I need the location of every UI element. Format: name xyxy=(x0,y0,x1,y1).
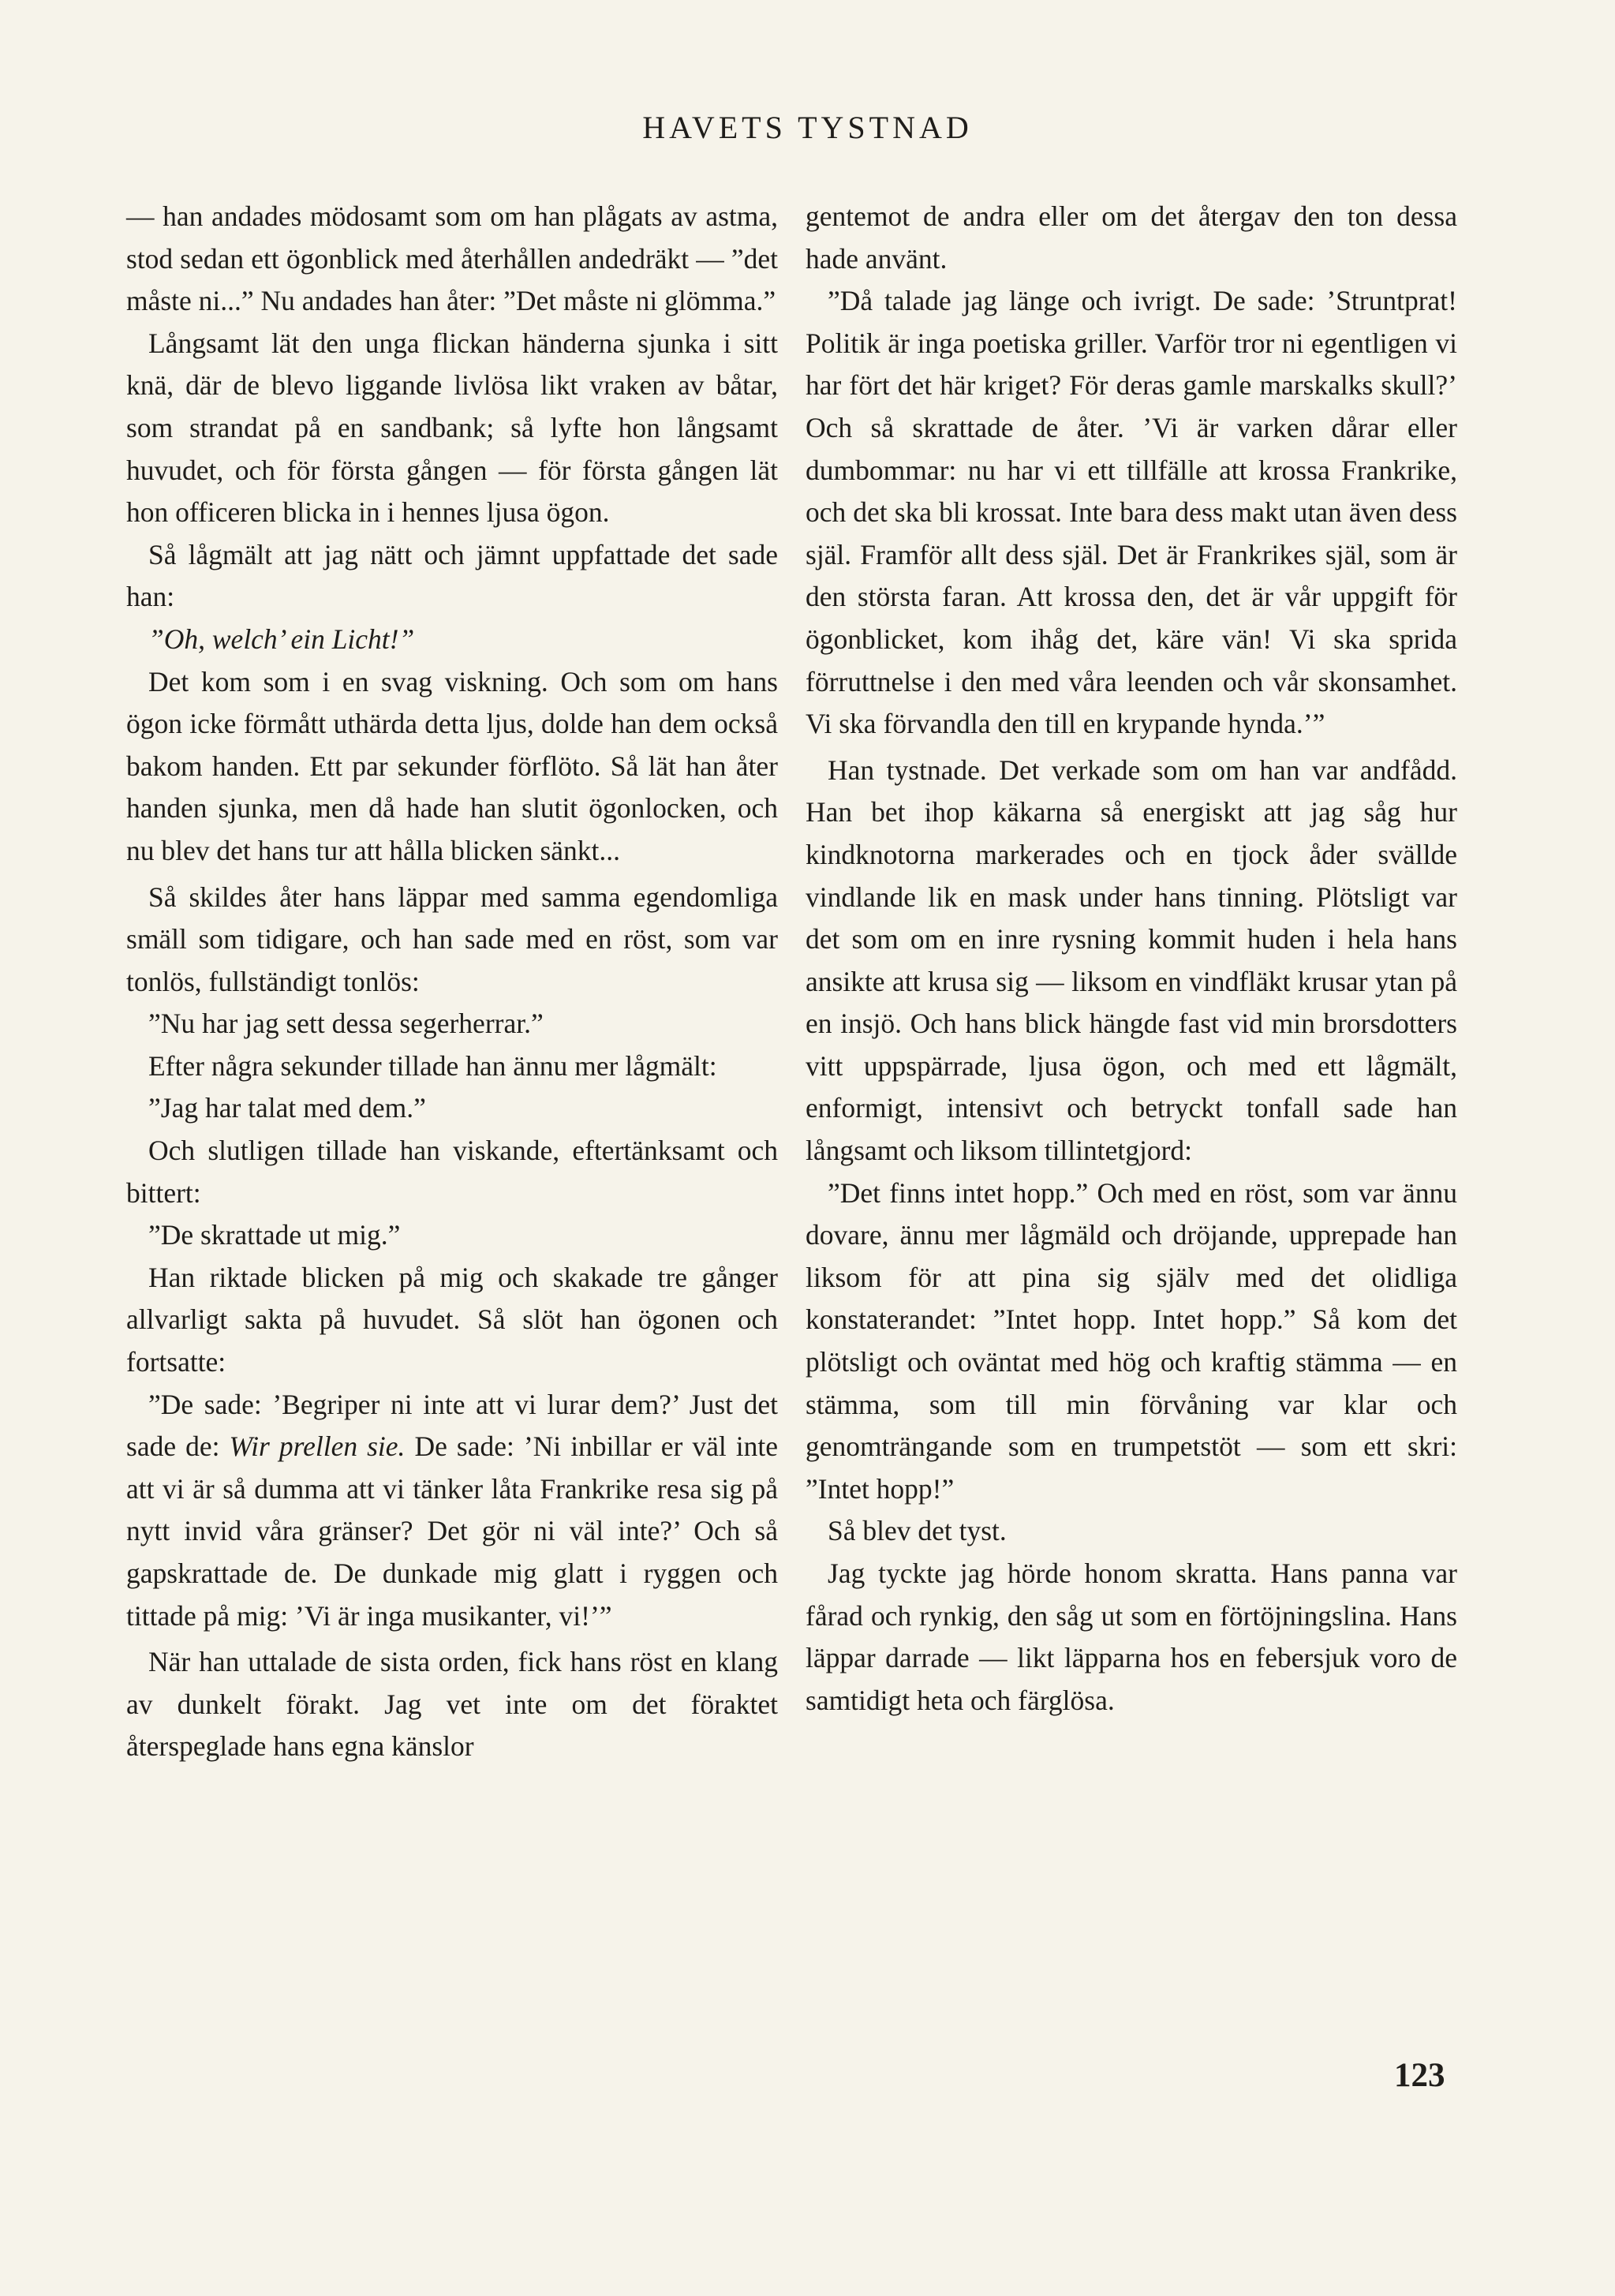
paragraph xyxy=(126,1384,778,1638)
right-column xyxy=(806,196,1457,1722)
text-run: ”De sade: ’Begriper ni inte att vi lurar dem?’ Just det sade de: xyxy=(126,1388,778,1463)
text-run: De sade: ’Ni inbillar er väl inte att vi är så dumma att vi tänker låta Frankrike resa sig på nytt invid våra gränser? Det gör ni väl inte?’ Och så gapskrattade de. De dunkade mig glatt i ryggen och tittade på mig: ’Vi är inga musikanter, vi!’” xyxy=(126,1430,778,1632)
paragraph: ”De skrattade ut mig.” xyxy=(148,1219,401,1251)
italic-quote: ”Oh, welch’ ein Licht!” xyxy=(148,623,415,655)
paragraph: ”Det finns intet hopp.” Och med en röst, som var ännu dovare, ännu mer lågmäld och dröjande, upprepade han liksom för att pina sig själv med det olidliga konstaterandet: ”Intet hopp. Intet hopp.” Så kom det plötsligt och oväntat med hög och kraftig stämma — en stämma, som till min förvåning var klar och genomträngande som en trumpetstöt — som ett skri: ”Intet hopp!” xyxy=(806,1176,1457,1505)
paragraph: Han tystnade. Det verkade som om han var andfådd. Han bet ihop käkarna så energiskt att jag såg hur kindknotorna markerades och en tjock åder svällde vindlande lik en mask under hans tinning. Plötsligt var det som om en inre rysning kommit huden i hela hans ansikte att krusa sig — liksom en vindfläkt krusar ytan på en insjö. Och hans blick hängde fast vid min brorsdotters vitt uppspärrade, ljusa ögon, och med ett lågmält, enformigt, intensivt och betryckt tonfall sade han långsamt och liksom tillintetgjord: xyxy=(806,753,1457,1167)
paragraph: gentemot de andra eller om det återgav den ton dessa hade använt. xyxy=(806,200,1457,275)
paragraph: ”Nu har jag sett dessa segerherrar.” xyxy=(148,1008,544,1040)
paragraph: Långsamt lät den unga flickan händerna sjunka i sitt knä, där de blevo liggande livlösa likt vraken av båtar, som strandat på en sandbank; så lyfte hon långsamt huvudet, och för första gången — för första gången lät hon officeren blicka in i hennes ljusa ögon. xyxy=(126,327,778,529)
paragraph: Han riktade blicken på mig och skakade tre gånger allvarligt sakta på huvudet. Så slöt han ögonen och fortsatte: xyxy=(126,1261,778,1378)
paragraph: ”Jag har talat med dem.” xyxy=(148,1092,426,1124)
paragraph: När han uttalade de sista orden, fick hans röst en klang av dunkelt förakt. Jag vet inte om det föraktet återspeglade hans egna känslor xyxy=(126,1646,778,1763)
page-number: 123 xyxy=(1394,2057,1445,2094)
paragraph: Efter några sekunder tillade han ännu mer lågmält: xyxy=(148,1049,717,1082)
paragraph: Och slutligen tillade han viskande, eftertänksamt och bittert: xyxy=(126,1135,778,1209)
paragraph: Det kom som i en svag viskning. Och som om hans ögon icke förmått uthärda detta ljus, dolde han dem också bakom handen. Ett par sekunder förflöto. Så lät han åter handen sjunka, men då hade han slutit ögonlocken, och nu blev det hans tur att hålla blicken sänkt... xyxy=(126,665,778,866)
running-title: HAVETS TYSTNAD xyxy=(642,110,973,145)
paragraph: Jag tyckte jag hörde honom skratta. Hans panna var fårad och rynkig, den såg ut som en förtöjningslina. Hans läppar darrade — likt läpparna hos en febersjuk voro de samtidigt heta och färglösa. xyxy=(806,1557,1457,1716)
paragraph: ”Då talade jag länge och ivrigt. De sade: ’Struntprat! Politik är inga poetiska griller. Varför tror ni egentligen vi har fört det här kriget? För deras gamle marskalks skull?’ Och så skrattade de åter. ’Vi är varken dårar eller dumbommar: nu har vi ett tillfälle att krossa Frankrike, och det ska bli krossat. Inte bara dess makt utan även dess själ. Framför allt dess själ. Det är Frankrikes själ, som är den största faran. Att krossa den, det är vår uppgift för ögonblicket, kom ihåg det, käre vän! Vi ska sprida förruttnelse i den med våra leenden och vår skonsamhet. Vi ska förvandla den till en krypande hynda.’” xyxy=(806,285,1457,740)
paragraph: Så lågmält att jag nätt och jämnt uppfattade det sade han: xyxy=(126,538,778,613)
paragraph xyxy=(126,619,778,661)
paragraph: Så skildes åter hans läppar med samma egendomliga smäll som tidigare, och han sade med en röst, som var tonlös, fullständigt tonlös: xyxy=(126,881,778,997)
paragraph: Så blev det tyst. xyxy=(828,1515,1007,1547)
italic-phrase: Wir prellen sie. xyxy=(229,1430,406,1463)
paragraph: — han andades mödosamt som om han plågats av astma, stod sedan ett ögonblick med återhållen andedräkt — ”det måste ni...” Nu andades han åter: ”Det måste ni glömma.” xyxy=(126,200,778,317)
left-column xyxy=(126,196,778,1768)
